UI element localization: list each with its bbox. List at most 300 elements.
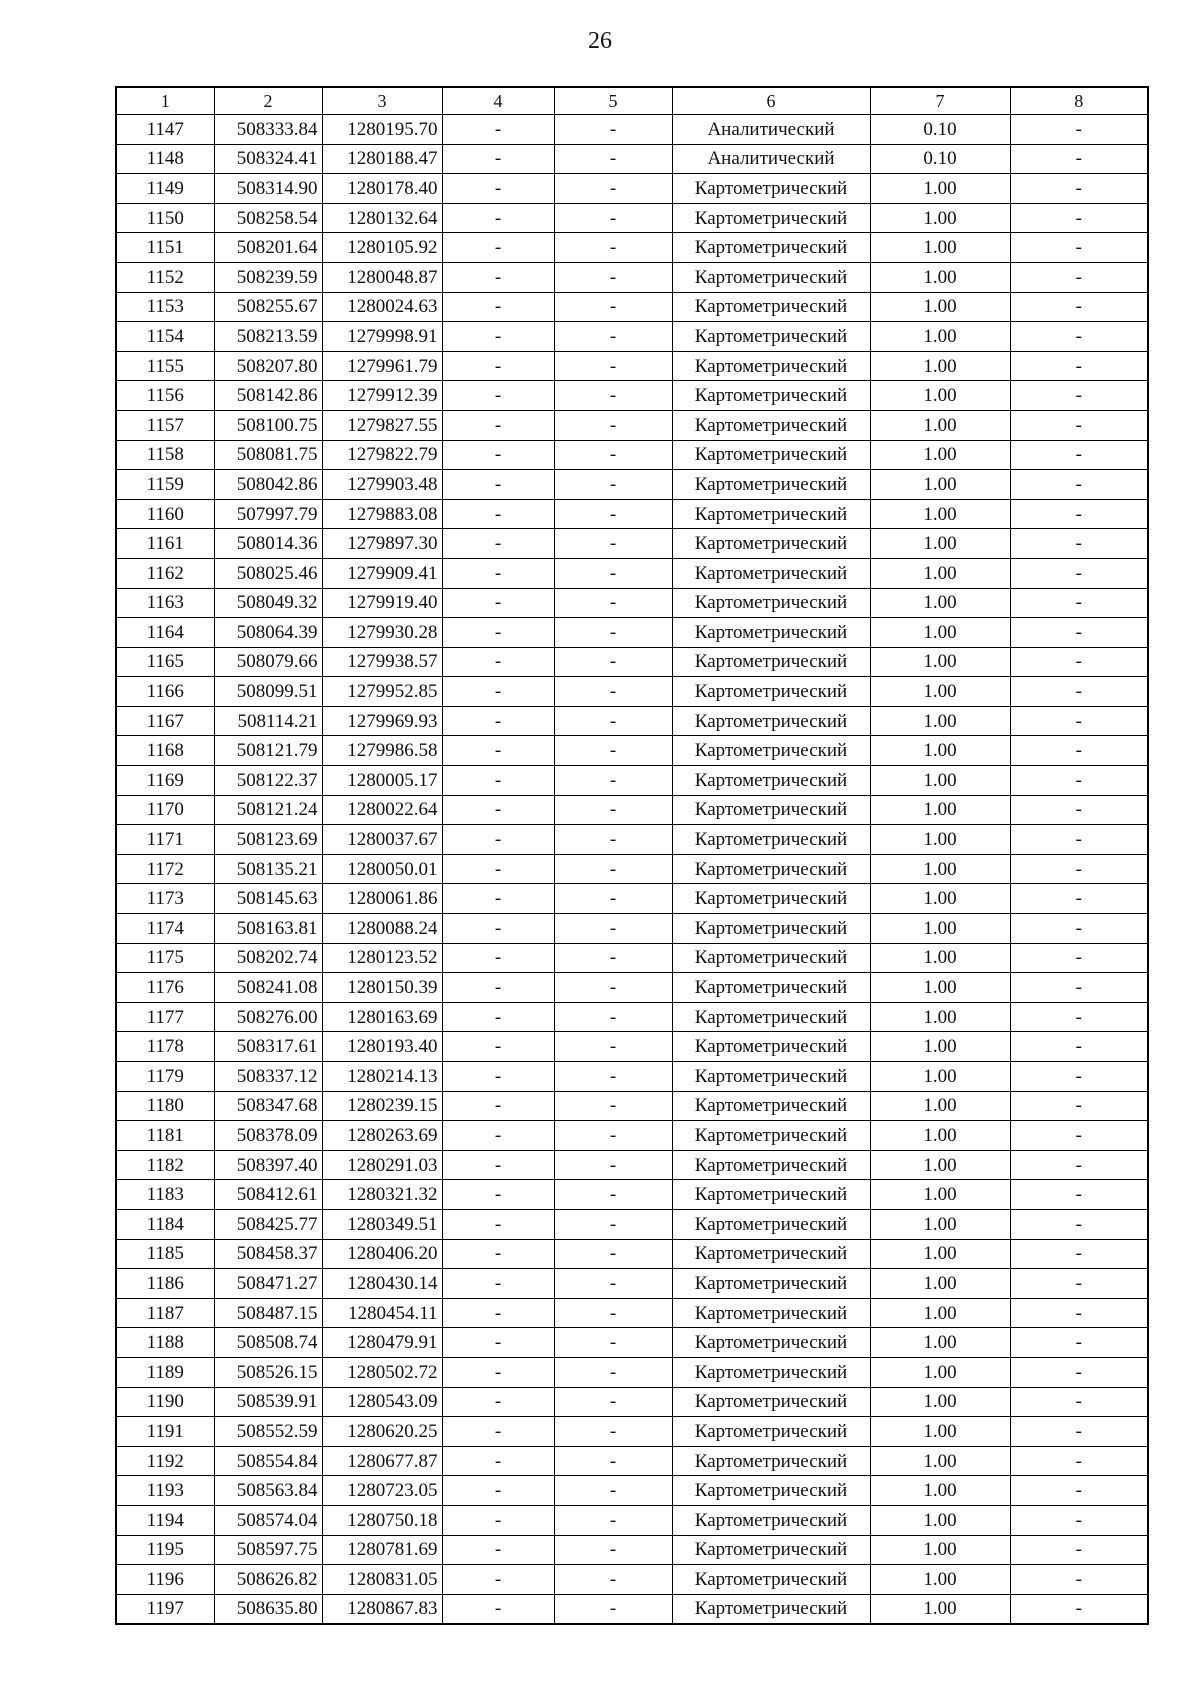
col8-cell: - [1010,795,1148,825]
point-number-cell: 1161 [116,529,214,559]
col4-cell: - [442,795,554,825]
method-cell: Картометрический [672,174,870,204]
col8-cell: - [1010,1417,1148,1447]
y-coordinate-cell: 1280406.20 [322,1239,442,1269]
x-coordinate-cell: 508425.77 [214,1209,322,1239]
point-number-cell: 1194 [116,1505,214,1535]
method-cell: Картометрический [672,1180,870,1210]
col4-cell: - [442,1121,554,1151]
col4-cell: - [442,1002,554,1032]
point-number-cell: 1153 [116,292,214,322]
method-cell: Картометрический [672,884,870,914]
col4-cell: - [442,1328,554,1358]
table-row [116,1180,1148,1210]
column-header: 7 [870,87,1010,115]
x-coordinate-cell: 508142.86 [214,381,322,411]
col8-cell: - [1010,1328,1148,1358]
accuracy-cell: 1.00 [870,1150,1010,1180]
method-cell: Картометрический [672,1062,870,1092]
table-row [116,1476,1148,1506]
col8-cell: - [1010,351,1148,381]
y-coordinate-cell: 1279909.41 [322,558,442,588]
accuracy-cell: 1.00 [870,1565,1010,1595]
x-coordinate-cell: 508635.80 [214,1594,322,1624]
method-cell: Картометрический [672,618,870,648]
col5-cell: - [554,1180,672,1210]
col4-cell: - [442,1387,554,1417]
x-coordinate-cell: 508123.69 [214,825,322,855]
table-row [116,499,1148,529]
table-row [116,914,1148,944]
col8-cell: - [1010,1594,1148,1624]
x-coordinate-cell: 508014.36 [214,529,322,559]
col8-cell: - [1010,736,1148,766]
col5-cell: - [554,706,672,736]
x-coordinate-cell: 508471.27 [214,1269,322,1299]
table-row [116,1091,1148,1121]
col4-cell: - [442,1150,554,1180]
table-row [116,677,1148,707]
x-coordinate-cell: 508145.63 [214,884,322,914]
col5-cell: - [554,1121,672,1151]
accuracy-cell: 1.00 [870,1417,1010,1447]
table-header-row [116,87,1148,115]
column-header: 2 [214,87,322,115]
point-number-cell: 1178 [116,1032,214,1062]
col8-cell: - [1010,499,1148,529]
y-coordinate-cell: 1280291.03 [322,1150,442,1180]
table-row [116,618,1148,648]
col5-cell: - [554,1594,672,1624]
method-cell: Картометрический [672,292,870,322]
point-number-cell: 1165 [116,647,214,677]
y-coordinate-cell: 1280239.15 [322,1091,442,1121]
table-row [116,1505,1148,1535]
point-number-cell: 1175 [116,943,214,973]
table-row [116,647,1148,677]
point-number-cell: 1174 [116,914,214,944]
x-coordinate-cell: 508135.21 [214,854,322,884]
col4-cell: - [442,973,554,1003]
col4-cell: - [442,322,554,352]
accuracy-cell: 1.00 [870,1298,1010,1328]
point-number-cell: 1151 [116,233,214,263]
method-cell: Картометрический [672,1150,870,1180]
col4-cell: - [442,203,554,233]
point-number-cell: 1183 [116,1180,214,1210]
x-coordinate-cell: 508202.74 [214,943,322,973]
y-coordinate-cell: 1279883.08 [322,499,442,529]
x-coordinate-cell: 508597.75 [214,1535,322,1565]
col5-cell: - [554,233,672,263]
accuracy-cell: 1.00 [870,381,1010,411]
accuracy-cell: 1.00 [870,647,1010,677]
col4-cell: - [442,1269,554,1299]
table-row [116,1269,1148,1299]
col4-cell: - [442,144,554,174]
method-cell: Картометрический [672,1298,870,1328]
x-coordinate-cell: 508552.59 [214,1417,322,1447]
col5-cell: - [554,1535,672,1565]
point-number-cell: 1168 [116,736,214,766]
col8-cell: - [1010,529,1148,559]
col5-cell: - [554,529,672,559]
accuracy-cell: 0.10 [870,144,1010,174]
accuracy-cell: 1.00 [870,766,1010,796]
accuracy-cell: 1.00 [870,1062,1010,1092]
method-cell: Картометрический [672,1032,870,1062]
accuracy-cell: 1.00 [870,529,1010,559]
table-row [116,410,1148,440]
table-row [116,1032,1148,1062]
y-coordinate-cell: 1279912.39 [322,381,442,411]
accuracy-cell: 1.00 [870,1535,1010,1565]
y-coordinate-cell: 1280321.32 [322,1180,442,1210]
x-coordinate-cell: 508539.91 [214,1387,322,1417]
col8-cell: - [1010,706,1148,736]
accuracy-cell: 1.00 [870,706,1010,736]
y-coordinate-cell: 1280430.14 [322,1269,442,1299]
col8-cell: - [1010,1269,1148,1299]
col5-cell: - [554,351,672,381]
col5-cell: - [554,795,672,825]
x-coordinate-cell: 508458.37 [214,1239,322,1269]
accuracy-cell: 1.00 [870,558,1010,588]
col5-cell: - [554,1209,672,1239]
col4-cell: - [442,440,554,470]
y-coordinate-cell: 1280123.52 [322,943,442,973]
x-coordinate-cell: 508239.59 [214,262,322,292]
col8-cell: - [1010,677,1148,707]
column-header: 4 [442,87,554,115]
x-coordinate-cell: 508526.15 [214,1357,322,1387]
x-coordinate-cell: 508042.86 [214,470,322,500]
point-number-cell: 1187 [116,1298,214,1328]
method-cell: Картометрический [672,1121,870,1151]
x-coordinate-cell: 508207.80 [214,351,322,381]
y-coordinate-cell: 1280150.39 [322,973,442,1003]
accuracy-cell: 1.00 [870,440,1010,470]
col8-cell: - [1010,203,1148,233]
col8-cell: - [1010,1505,1148,1535]
accuracy-cell: 1.00 [870,1209,1010,1239]
col8-cell: - [1010,115,1148,145]
table-row [116,1062,1148,1092]
method-cell: Картометрический [672,262,870,292]
point-number-cell: 1173 [116,884,214,914]
col4-cell: - [442,1565,554,1595]
col8-cell: - [1010,233,1148,263]
col4-cell: - [442,1446,554,1476]
point-number-cell: 1171 [116,825,214,855]
table-row [116,1357,1148,1387]
x-coordinate-cell: 508508.74 [214,1328,322,1358]
col8-cell: - [1010,1298,1148,1328]
col4-cell: - [442,262,554,292]
accuracy-cell: 1.00 [870,825,1010,855]
col5-cell: - [554,1032,672,1062]
table-row [116,1446,1148,1476]
table-row [116,292,1148,322]
accuracy-cell: 1.00 [870,1446,1010,1476]
col8-cell: - [1010,174,1148,204]
x-coordinate-cell: 508324.41 [214,144,322,174]
x-coordinate-cell: 508347.68 [214,1091,322,1121]
col5-cell: - [554,174,672,204]
method-cell: Картометрический [672,351,870,381]
y-coordinate-cell: 1280037.67 [322,825,442,855]
accuracy-cell: 1.00 [870,351,1010,381]
x-coordinate-cell: 508397.40 [214,1150,322,1180]
method-cell: Картометрический [672,203,870,233]
x-coordinate-cell: 508100.75 [214,410,322,440]
accuracy-cell: 1.00 [870,1180,1010,1210]
col4-cell: - [442,943,554,973]
method-cell: Картометрический [672,706,870,736]
table-row [116,351,1148,381]
col5-cell: - [554,470,672,500]
col4-cell: - [442,1535,554,1565]
method-cell: Картометрический [672,1417,870,1447]
col4-cell: - [442,470,554,500]
col5-cell: - [554,677,672,707]
col5-cell: - [554,1476,672,1506]
col5-cell: - [554,440,672,470]
accuracy-cell: 1.00 [870,854,1010,884]
table-row [116,1594,1148,1624]
col8-cell: - [1010,1209,1148,1239]
col4-cell: - [442,233,554,263]
accuracy-cell: 1.00 [870,410,1010,440]
col5-cell: - [554,736,672,766]
x-coordinate-cell: 508121.24 [214,795,322,825]
col5-cell: - [554,1239,672,1269]
point-number-cell: 1176 [116,973,214,1003]
point-number-cell: 1166 [116,677,214,707]
accuracy-cell: 1.00 [870,1239,1010,1269]
x-coordinate-cell: 508081.75 [214,440,322,470]
col8-cell: - [1010,1180,1148,1210]
x-coordinate-cell: 508241.08 [214,973,322,1003]
col5-cell: - [554,410,672,440]
y-coordinate-cell: 1280188.47 [322,144,442,174]
table-row [116,1239,1148,1269]
accuracy-cell: 1.00 [870,1328,1010,1358]
point-number-cell: 1177 [116,1002,214,1032]
method-cell: Картометрический [672,470,870,500]
method-cell: Картометрический [672,1535,870,1565]
col4-cell: - [442,381,554,411]
col4-cell: - [442,410,554,440]
x-coordinate-cell: 508122.37 [214,766,322,796]
col5-cell: - [554,1002,672,1032]
point-number-cell: 1179 [116,1062,214,1092]
col5-cell: - [554,854,672,884]
method-cell: Картометрический [672,1091,870,1121]
accuracy-cell: 1.00 [870,618,1010,648]
col5-cell: - [554,914,672,944]
x-coordinate-cell: 508064.39 [214,618,322,648]
point-number-cell: 1157 [116,410,214,440]
col4-cell: - [442,677,554,707]
y-coordinate-cell: 1280214.13 [322,1062,442,1092]
y-coordinate-cell: 1280723.05 [322,1476,442,1506]
col4-cell: - [442,351,554,381]
col8-cell: - [1010,1002,1148,1032]
col8-cell: - [1010,588,1148,618]
point-number-cell: 1162 [116,558,214,588]
accuracy-cell: 0.10 [870,115,1010,145]
col4-cell: - [442,1505,554,1535]
y-coordinate-cell: 1280022.64 [322,795,442,825]
col4-cell: - [442,736,554,766]
col4-cell: - [442,825,554,855]
accuracy-cell: 1.00 [870,470,1010,500]
y-coordinate-cell: 1280163.69 [322,1002,442,1032]
col5-cell: - [554,1269,672,1299]
table-row [116,262,1148,292]
table-row [116,529,1148,559]
col8-cell: - [1010,1121,1148,1151]
col8-cell: - [1010,1357,1148,1387]
col5-cell: - [554,973,672,1003]
col5-cell: - [554,647,672,677]
y-coordinate-cell: 1279897.30 [322,529,442,559]
y-coordinate-cell: 1280349.51 [322,1209,442,1239]
col8-cell: - [1010,854,1148,884]
col8-cell: - [1010,618,1148,648]
col4-cell: - [442,1180,554,1210]
table-row [116,470,1148,500]
y-coordinate-cell: 1279822.79 [322,440,442,470]
y-coordinate-cell: 1280677.87 [322,1446,442,1476]
table-row [116,174,1148,204]
y-coordinate-cell: 1280750.18 [322,1505,442,1535]
col4-cell: - [442,766,554,796]
accuracy-cell: 1.00 [870,203,1010,233]
col5-cell: - [554,322,672,352]
col5-cell: - [554,884,672,914]
accuracy-cell: 1.00 [870,1121,1010,1151]
y-coordinate-cell: 1280781.69 [322,1535,442,1565]
point-number-cell: 1160 [116,499,214,529]
column-header: 8 [1010,87,1148,115]
x-coordinate-cell: 507997.79 [214,499,322,529]
y-coordinate-cell: 1279919.40 [322,588,442,618]
x-coordinate-cell: 508163.81 [214,914,322,944]
method-cell: Картометрический [672,914,870,944]
table-row [116,1387,1148,1417]
x-coordinate-cell: 508412.61 [214,1180,322,1210]
col4-cell: - [442,618,554,648]
method-cell: Картометрический [672,647,870,677]
col5-cell: - [554,1357,672,1387]
col8-cell: - [1010,1476,1148,1506]
y-coordinate-cell: 1279952.85 [322,677,442,707]
table-row [116,1150,1148,1180]
col5-cell: - [554,1387,672,1417]
method-cell: Картометрический [672,588,870,618]
col5-cell: - [554,1091,672,1121]
x-coordinate-cell: 508213.59 [214,322,322,352]
method-cell: Картометрический [672,766,870,796]
x-coordinate-cell: 508563.84 [214,1476,322,1506]
accuracy-cell: 1.00 [870,1269,1010,1299]
col5-cell: - [554,1417,672,1447]
table-row [116,1002,1148,1032]
x-coordinate-cell: 508626.82 [214,1565,322,1595]
col8-cell: - [1010,1535,1148,1565]
table-row [116,706,1148,736]
col4-cell: - [442,884,554,914]
accuracy-cell: 1.00 [870,292,1010,322]
column-header: 5 [554,87,672,115]
y-coordinate-cell: 1280195.70 [322,115,442,145]
y-coordinate-cell: 1280061.86 [322,884,442,914]
table-row [116,736,1148,766]
col4-cell: - [442,706,554,736]
col4-cell: - [442,914,554,944]
point-number-cell: 1184 [116,1209,214,1239]
col5-cell: - [554,558,672,588]
col8-cell: - [1010,825,1148,855]
accuracy-cell: 1.00 [870,1091,1010,1121]
accuracy-cell: 1.00 [870,174,1010,204]
method-cell: Картометрический [672,943,870,973]
x-coordinate-cell: 508337.12 [214,1062,322,1092]
accuracy-cell: 1.00 [870,233,1010,263]
point-number-cell: 1172 [116,854,214,884]
x-coordinate-cell: 508378.09 [214,1121,322,1151]
point-number-cell: 1180 [116,1091,214,1121]
point-number-cell: 1150 [116,203,214,233]
y-coordinate-cell: 1280479.91 [322,1328,442,1358]
accuracy-cell: 1.00 [870,1002,1010,1032]
accuracy-cell: 1.00 [870,1476,1010,1506]
table-row [116,1121,1148,1151]
y-coordinate-cell: 1279827.55 [322,410,442,440]
point-number-cell: 1169 [116,766,214,796]
y-coordinate-cell: 1280263.69 [322,1121,442,1151]
method-cell: Картометрический [672,381,870,411]
table-row [116,825,1148,855]
col8-cell: - [1010,262,1148,292]
col5-cell: - [554,943,672,973]
x-coordinate-cell: 508079.66 [214,647,322,677]
y-coordinate-cell: 1280088.24 [322,914,442,944]
point-number-cell: 1191 [116,1417,214,1447]
method-cell: Картометрический [672,854,870,884]
point-number-cell: 1188 [116,1328,214,1358]
accuracy-cell: 1.00 [870,973,1010,1003]
method-cell: Картометрический [672,1446,870,1476]
point-number-cell: 1167 [116,706,214,736]
y-coordinate-cell: 1280048.87 [322,262,442,292]
point-number-cell: 1189 [116,1357,214,1387]
table-row [116,203,1148,233]
y-coordinate-cell: 1280024.63 [322,292,442,322]
col4-cell: - [442,1032,554,1062]
y-coordinate-cell: 1280105.92 [322,233,442,263]
y-coordinate-cell: 1280543.09 [322,1387,442,1417]
col5-cell: - [554,381,672,411]
accuracy-cell: 1.00 [870,914,1010,944]
col4-cell: - [442,1091,554,1121]
accuracy-cell: 1.00 [870,1032,1010,1062]
table-row [116,381,1148,411]
col8-cell: - [1010,943,1148,973]
point-number-cell: 1197 [116,1594,214,1624]
